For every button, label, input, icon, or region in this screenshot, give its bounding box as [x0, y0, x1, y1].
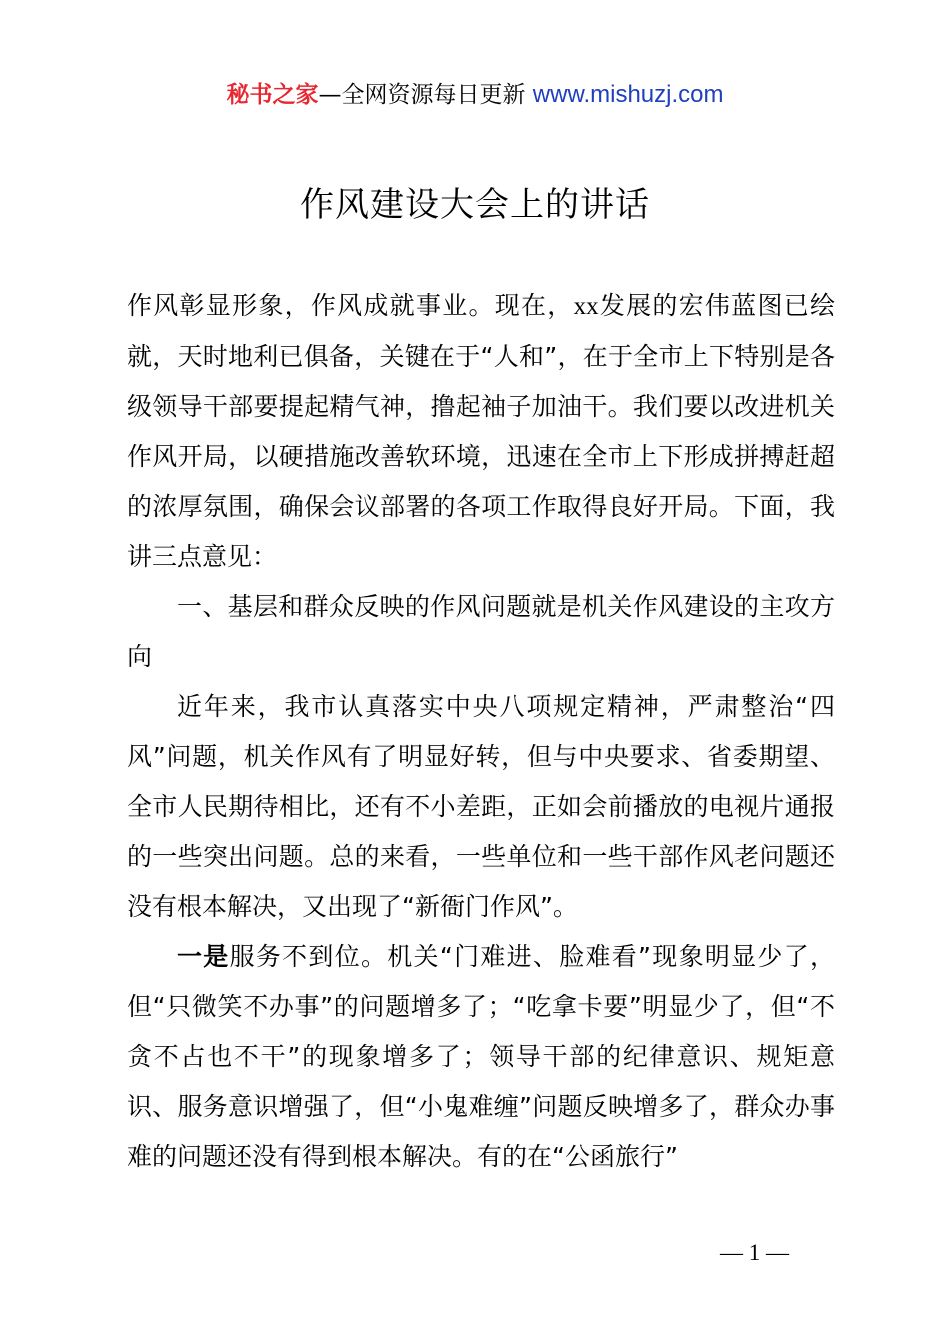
paragraph-intro-xx: xx [573, 293, 599, 320]
paragraph-intro-part-2: 发展的宏伟蓝图已绘就，天时地利已俱备，关键在于“人和”，在于全市上下特别是各级领导干部要提起精气神，撸起袖子加油干。我们要以改进机关作风开局，以硬措施改善软环境，迅速在全市上下形成拼搏赶超的浓厚氛围，确保会议部署的各项工作取得良好开局。下面，我讲三点意见： [127, 291, 835, 571]
paragraph-point-1 [127, 932, 835, 1182]
point-1-label: 一是 [177, 942, 230, 971]
paragraph-section-1: 近年来，我市认真落实中央八项规定精神，严肃整治“四风”问题，机关作风有了明显好转，但与中央要求、省委期望、全市人民期待相比，还有不小差距，正如会前播放的电视片通报的一些突出问题。总的来看，一些单位和一些干部作风老问题还没有根本解决，又出现了“新衙门作风”。 [127, 692, 835, 921]
point-1-text: 服务不到位。机关“门难进、脸难看”现象明显少了，但“只微笑不办事”的问题增多了；“吃拿卡要”明显少了，但“不贪不占也不干”的现象增多了；领导干部的纪律意识、规矩意识、服务意识增强了，但“小鬼难缠”问题反映增多了，群众办事难的问题还没有得到根本解决。有的在“公函旅行” [127, 942, 835, 1171]
document-body [127, 281, 835, 1182]
section-heading-1: 一、基层和群众反映的作风问题就是机关作风建设的主攻方向 [127, 592, 835, 671]
site-url-link[interactable]: www.mishuzj.com [532, 81, 724, 108]
page-number: — 1 — [720, 1240, 789, 1265]
document-title: 作风建设大会上的讲话 [300, 185, 650, 225]
site-header [0, 78, 950, 112]
paragraph-intro [127, 281, 835, 582]
paragraph-intro-part-1: 作风彰显形象，作风成就事业。现在， [127, 291, 574, 320]
site-brand: 秘书之家 [226, 82, 319, 108]
site-tagline: —全网资源每日更新 [318, 82, 533, 108]
